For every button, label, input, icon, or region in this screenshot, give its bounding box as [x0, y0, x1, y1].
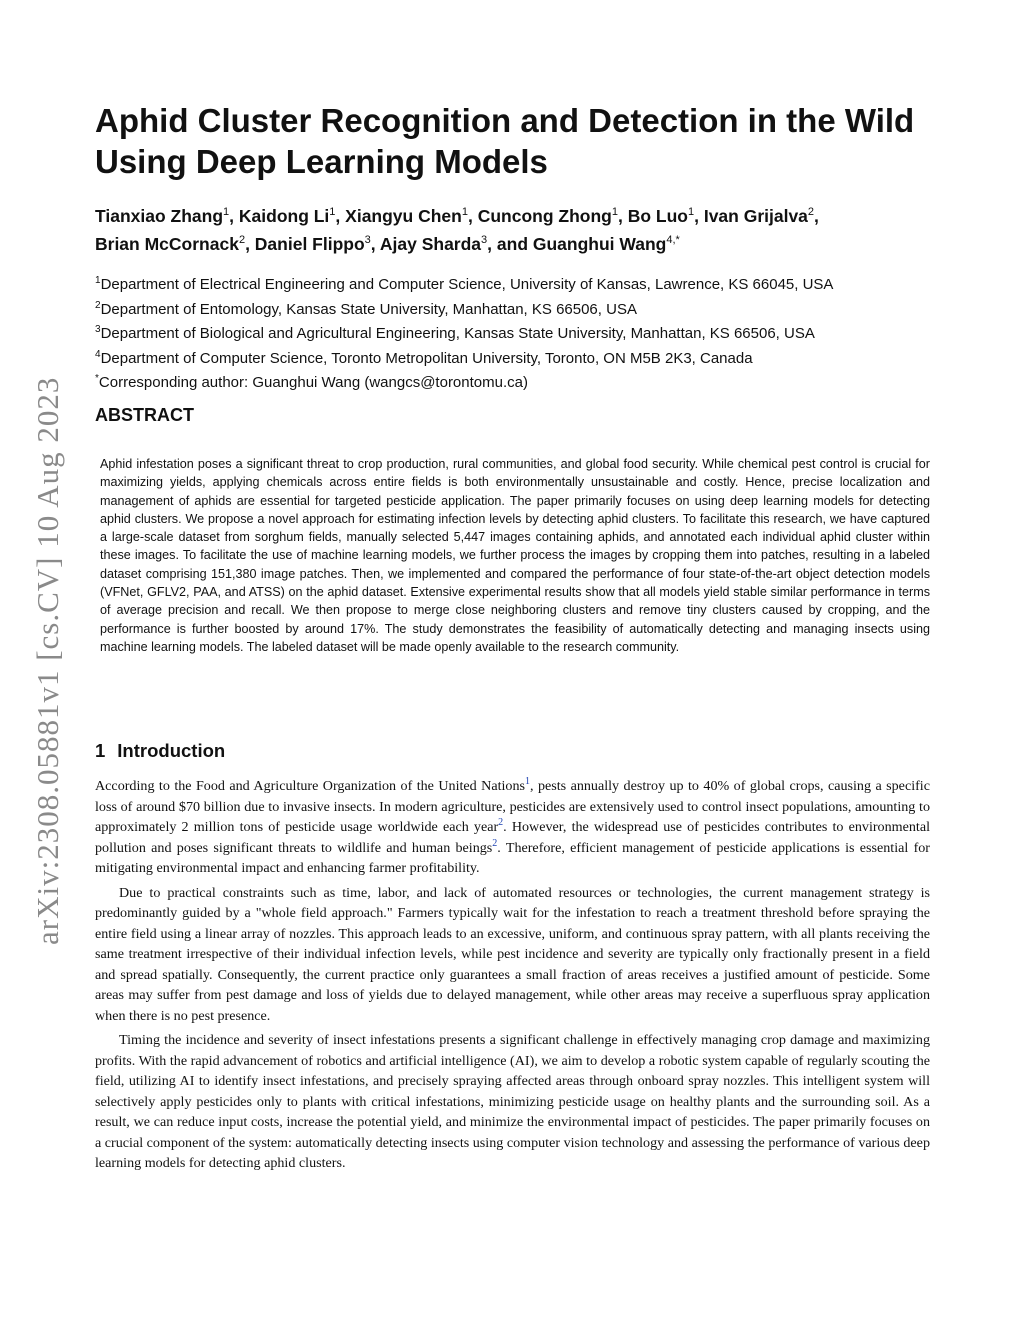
affiliation-text: Department of Entomology, Kansas State University, Manhattan, KS 66506, USA	[100, 300, 637, 318]
author: Tianxiao Zhang	[95, 205, 224, 226]
affiliation-mark: 1	[95, 275, 101, 286]
paragraph: Timing the incidence and severity of insect infestations presents a significant challenge in effectively managing crop damage and maximizing profits. With the rapid advancement of robotics and artificial intelligence (AI), we aim to develop a robotic system capable of regularly scouting the field, utilizing AI to identify insect infestations, and precisely spraying affected areas through onboard spray nozzles. This intelligent system will selectively apply pesticides only to plants with critical infestations, minimizing pesticide usage on healthy plants and the surrounding soil. As a result, we can reduce input costs, increase the potential yield, and minimize the environmental impact of pesticides. The paper primarily focuses on a crucial component of the system: automatically detecting insects using computer vision technology and assessing the performance of various deep learning models for detecting aphid clusters.	[95, 1032, 930, 1171]
paragraph-text: , pests annually destroy up to 40% of global crops, causing a specific loss of around $70 billion due to invasive insects. In modern agriculture, pesticides are extensively used to control insect populations, amounting to approximately 2 million tons of pesticide usage worldwide each year	[95, 778, 930, 835]
section-title: Introduction	[117, 740, 226, 761]
affiliation-text: Department of Biological and Agricultural Engineering, Kansas State University, Manhattan, KS 66506, USA	[100, 325, 815, 342]
paragraph-text: . However, the widespread use of pesticides contributes to environmental pollution and poses significant threats to wildlife and human beings	[95, 819, 931, 856]
affiliation-item	[95, 296, 975, 321]
author-affiliation-mark: 3	[481, 233, 488, 246]
author: Ivan Grijalva	[703, 205, 808, 226]
affiliation-list	[95, 271, 975, 394]
author: Cuncong Zhong	[477, 205, 612, 226]
author: Bo Luo	[627, 205, 688, 226]
abstract-body: Aphid infestation poses a significant threat to crop production, rural communities, and global food security. While chemical pest control is crucial for maximizing yields, applying chemicals across entire fields is both environmentally unsustainable and costly. Hence, precise localization and management of aphids are essential for targeted pesticide application. The paper primarily focuses on using deep learning models for detecting aphid clusters. We propose a novel approach for estimating infection levels by detecting aphid clusters. To facilitate this research, we have captured a large-scale dataset from sorghum fields, manually selected 5,447 images containing aphids, and annotated each individual aphid cluster within these images. To facilitate the use of machine learning models, we further process the images by cropping them into patches, resulting in a labeled dataset comprising 151,380 image patches. Then, we implemented and compared the performance of four state-of-the-art object detection models (VFNet, GFLV2, PAA, and ATSS) on the aphid dataset. Extensive experimental results show that all models yield stable similar performance in terms of average precision and recall. We then propose to merge close neighboring clusters and remove tiny clusters caused by cropping, and the performance is further boosted by around 17%. The study demonstrates the feasibility of automatically detecting and managing insects using machine learning models. The labeled dataset will be made openly available to the research community.	[100, 457, 930, 654]
author-affiliation-mark: 3	[364, 233, 371, 246]
author-list: Tianxiao Zhang$^1$, Kaidong Li$^1$, Xiangyu Chen$^1$, Cuncong Zhong$^1$, Bo Luo$^1$, Ivan Grijalva$^2$, Brian McCornack$^2$, Daniel Flippo$^3$, Ajay Sharda$^3$, and Guanghui Wang$^{4,*}$	[95, 205, 819, 254]
affiliation-mark: 4	[95, 348, 101, 360]
author-affiliation-mark: 1	[329, 206, 336, 218]
affiliation-item	[95, 345, 975, 370]
affiliation-mark: 3	[95, 324, 101, 335]
author-affiliation-mark: 1	[223, 206, 230, 218]
corresponding-author-item	[95, 369, 975, 394]
author-affiliation-mark: 1	[461, 206, 468, 218]
introduction-body	[95, 776, 930, 1174]
affiliation-mark: *	[95, 373, 99, 384]
footnote-link[interactable]: 1	[525, 776, 530, 787]
author-affiliation-mark: 1	[687, 206, 695, 218]
footnote-link[interactable]: 2	[492, 837, 498, 849]
affiliation-mark: 2	[95, 299, 101, 311]
abstract-heading: ABSTRACT	[95, 405, 194, 425]
paragraph: Due to practical constraints such as time, labor, and lack of automated resources or technologies, the current management strategy is predominantly guided by a "whole field approach." Farmers typically wait for the infestation to reach a treatment threshold before spraying the entire field using a linear array of nozzles. This approach leads to an excessive, uniform, and continuous spray pattern, with all plants receiving the same treatment irrespective of their individual infection levels, while pest incidence and severity are typically only fractionally present in a field and spread spatially. Consequently, the current practice only guarantees a small fraction of areas receives a justified amount of pesticide. Some areas may suffer from pest damage and loss of yields due to delayed management, while other areas may receive a superfluous spray application when there is no pest presence.	[95, 884, 930, 1024]
paragraph	[95, 776, 930, 879]
author: Kaidong Li	[238, 205, 330, 226]
paragraph-text: . Therefore, efficient management of pesticide applications is essential for mitigating environmental impact and enhancing farmer profitability.	[95, 839, 930, 876]
affiliation-text: Corresponding author: Guanghui Wang (wangcs@torontomu.ca)	[98, 374, 528, 391]
affiliation-text: Department of Computer Science, Toronto Metropolitan University, Toronto, ON M5B 2K3, Canada	[100, 349, 753, 367]
author: Ajay Sharda	[379, 233, 482, 254]
author: Xiangyu Chen	[345, 205, 462, 226]
author-affiliation-mark: 2	[807, 206, 815, 218]
footnote-link[interactable]: 2	[498, 817, 504, 828]
affiliation-text: Department of Electrical Engineering and Computer Science, University of Kansas, Lawrence, KS 66045, USA	[100, 276, 834, 293]
author: Brian McCornack	[95, 233, 239, 254]
author: Daniel Flippo	[254, 233, 365, 254]
affiliation-item	[95, 271, 975, 296]
section-number: 1	[95, 740, 106, 761]
author-affiliation-mark: 2	[238, 233, 246, 246]
section-heading-introduction	[95, 740, 225, 762]
author-affiliation-mark: 1	[611, 206, 618, 218]
author-affiliation-mark: 4,*	[666, 233, 680, 246]
arxiv-identifier-stamp: arXiv:2308.05881v1 [cs.CV] 10 Aug 2023	[30, 376, 65, 945]
affiliation-item	[95, 320, 975, 345]
author: and Guanghui Wang	[496, 233, 667, 254]
paper-title: Aphid Cluster Recognition and Detection in the Wild Using Deep Learning Models	[95, 102, 915, 180]
paragraph-text: According to the Food and Agriculture Organization of the United Nations	[95, 778, 525, 794]
